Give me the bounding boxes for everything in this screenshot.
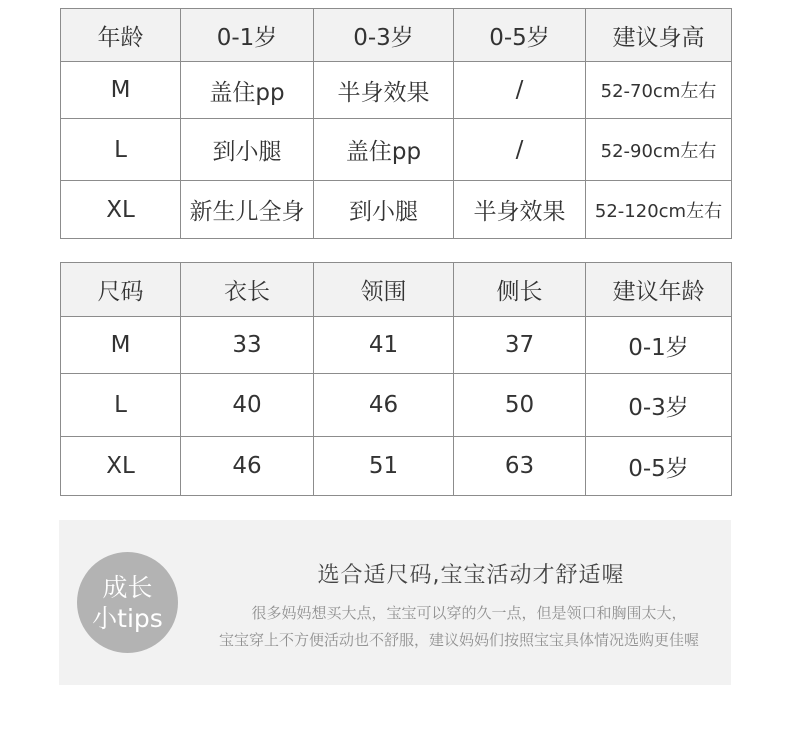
header-cell-0-1: 0-1岁 — [181, 9, 314, 62]
table-cell: 51 — [314, 437, 454, 496]
table-cell: 40 — [181, 374, 314, 437]
header-cell-age: 建议年龄 — [586, 263, 732, 317]
table-cell: 52-70cm左右 — [586, 62, 732, 119]
tips-text-line-2: 宝宝穿上不方便活动也不舒服，建议妈妈们按照宝宝具体情况选购更佳喔 — [218, 631, 699, 649]
header-cell-length: 衣长 — [181, 263, 314, 317]
table-cell: 盖住pp — [181, 62, 314, 119]
table-header-row — [61, 263, 732, 317]
table-cell: XL — [61, 437, 181, 496]
table-row — [61, 374, 732, 437]
table-cell: 46 — [181, 437, 314, 496]
table-cell: 52-120cm左右 — [586, 181, 732, 239]
table-cell: 到小腿 — [181, 119, 314, 181]
header-cell-neck: 领围 — [314, 263, 454, 317]
table-cell: 0-1岁 — [586, 317, 732, 374]
header-cell-0-5: 0-5岁 — [454, 9, 586, 62]
table-cell: 52-90cm左右 — [586, 119, 732, 181]
table-cell: 新生儿全身 — [181, 181, 314, 239]
table-cell: 37 — [454, 317, 586, 374]
tips-badge-line-2: 小tips — [92, 603, 163, 633]
table-cell: 46 — [314, 374, 454, 437]
table-cell: / — [454, 62, 586, 119]
table-cell: 半身效果 — [454, 181, 586, 239]
table-cell: L — [61, 119, 181, 181]
table-cell: 33 — [181, 317, 314, 374]
table-row — [61, 62, 732, 119]
tips-panel — [59, 520, 731, 685]
size-measure-table — [60, 262, 732, 496]
table-cell: L — [61, 374, 181, 437]
table-cell: 半身效果 — [314, 62, 454, 119]
table-cell: 0-3岁 — [586, 374, 732, 437]
tips-badge-line-1: 成长 — [102, 572, 153, 602]
table-row — [61, 119, 732, 181]
table-header-row — [61, 9, 732, 62]
table-cell: 41 — [314, 317, 454, 374]
tips-badge — [77, 552, 178, 653]
table-cell: 50 — [454, 374, 586, 437]
age-fit-table — [60, 8, 732, 239]
table-cell: 到小腿 — [314, 181, 454, 239]
header-cell-age: 年龄 — [61, 9, 181, 62]
table-cell: 盖住pp — [314, 119, 454, 181]
table-cell: XL — [61, 181, 181, 239]
header-cell-side: 侧长 — [454, 263, 586, 317]
table-cell: / — [454, 119, 586, 181]
tips-text-line-1: 很多妈妈想买大点，宝宝可以穿的久一点，但是领口和胸围太大， — [251, 604, 687, 622]
table-row — [61, 181, 732, 239]
table-cell: 63 — [454, 437, 586, 496]
header-cell-0-3: 0-3岁 — [314, 9, 454, 62]
table-cell: M — [61, 62, 181, 119]
table-row — [61, 437, 732, 496]
table-cell: 0-5岁 — [586, 437, 732, 496]
table-row — [61, 317, 732, 374]
header-cell-size: 尺码 — [61, 263, 181, 317]
header-cell-height: 建议身高 — [586, 9, 732, 62]
table-cell: M — [61, 317, 181, 374]
tips-title: 选合适尺码,宝宝活动才舒适喔 — [317, 563, 625, 588]
